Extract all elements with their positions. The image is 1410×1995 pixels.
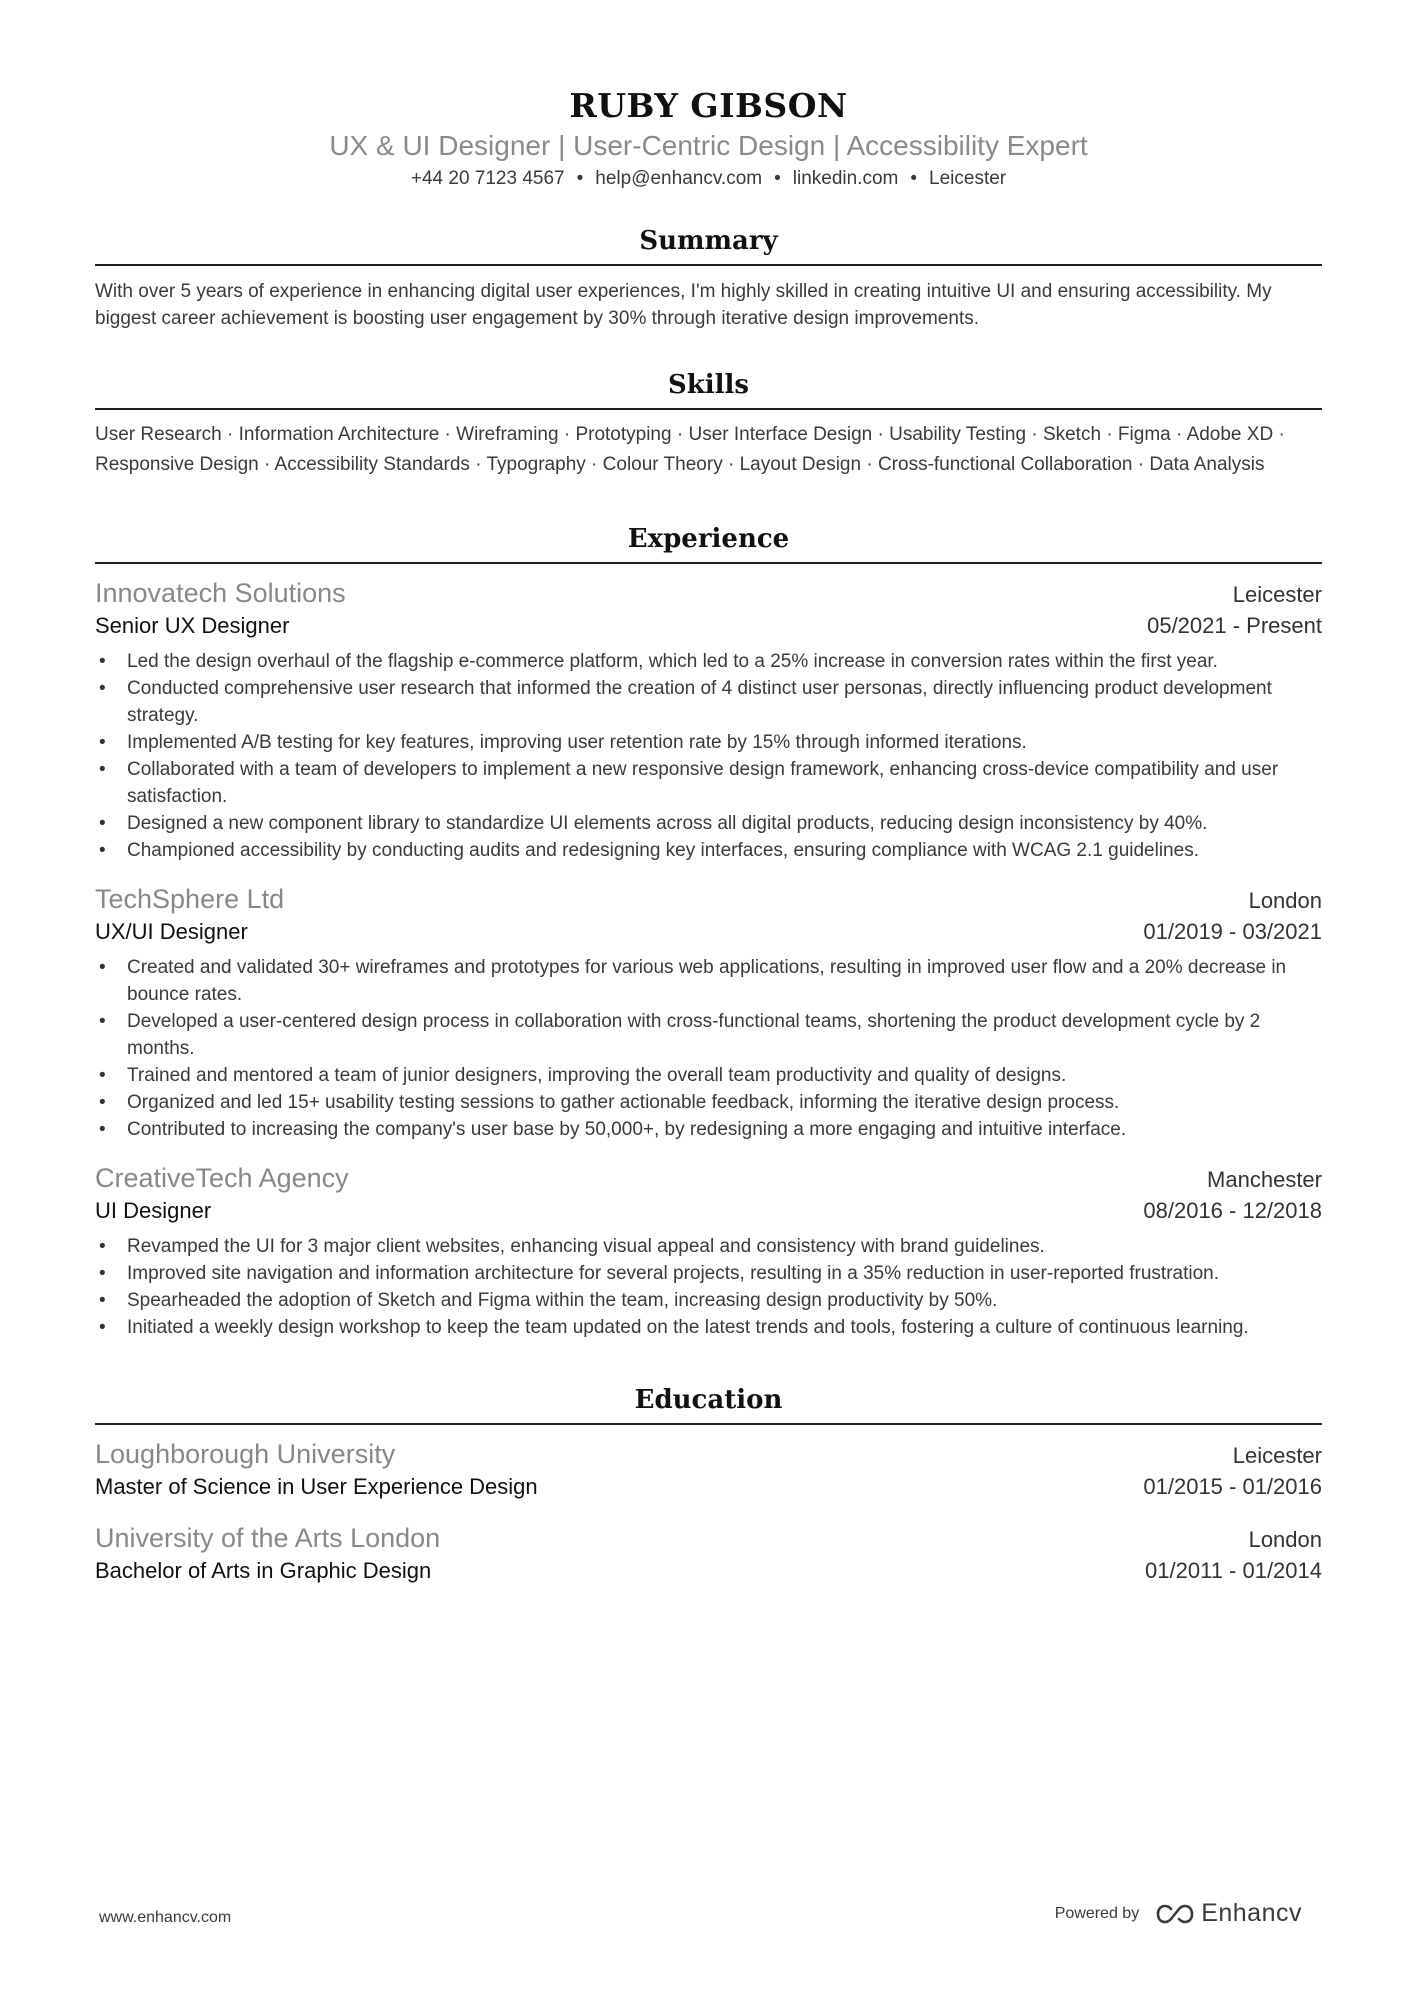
skill-separator: · [1031, 424, 1038, 445]
skills-list [95, 420, 1322, 480]
skill-item: Colour Theory [602, 454, 723, 475]
achievement-bullet: • Led the design overhaul of the flagship e-commerce platform, which led to a 25% increase in conversion rates within the first year. [95, 648, 1322, 675]
skill-separator: · [877, 424, 884, 445]
achievement-bullet: • Developed a user-centered design process in collaboration with cross-functional teams, shortening the product development cycle by 2 months. [95, 1008, 1322, 1062]
candidate-name: RUBY GIBSON [569, 86, 848, 125]
entry-header-row [95, 1161, 1322, 1195]
skill-separator: · [591, 454, 598, 475]
contact-separator: • [576, 168, 584, 189]
contact-email[interactable]: help@enhancv.com [595, 168, 763, 189]
company-name: Innovatech Solutions [95, 578, 346, 608]
powered-by-label: Powered by [1054, 1904, 1140, 1922]
entry-dates: 01/2019 - 03/2021 [1143, 919, 1322, 944]
skill-item: Prototyping [575, 424, 672, 445]
achievement-bullet: • Conducted comprehensive user research that informed the creation of 4 distinct user personas, directly influencing product development strategy. [95, 675, 1322, 729]
skill-separator: · [227, 424, 234, 445]
experience-entry [95, 576, 1322, 864]
company-name: CreativeTech Agency [95, 1163, 349, 1193]
entry-location: London [1248, 888, 1322, 913]
degree-name: Master of Science in User Experience Design [95, 1474, 538, 1499]
achievement-bullet: • Improved site navigation and information architecture for several projects, resulting in a 35% reduction in user-reported frustration. [95, 1260, 1322, 1287]
achievement-bullet: • Championed accessibility by conducting audits and redesigning key interfaces, ensuring compliance with WCAG 2.1 guidelines. [95, 837, 1322, 864]
skill-item: Figma [1117, 424, 1171, 445]
resume-header [95, 0, 1322, 192]
skill-item: Usability Testing [889, 424, 1027, 445]
job-title: UX/UI Designer [95, 919, 248, 944]
achievement-bullet: • Initiated a weekly design workshop to keep the team updated on the latest trends and tools, fostering a culture of continuous learning. [95, 1314, 1322, 1341]
skill-item: Cross-functional Collaboration [877, 454, 1133, 475]
school-name: University of the Arts London [95, 1523, 441, 1553]
skill-item: User Interface Design [688, 424, 873, 445]
skills-heading: Skills [95, 368, 1322, 410]
achievement-bullet: • Contributed to increasing the company's user base by 50,000+, by redesigning a more engaging and intuitive interface. [95, 1116, 1322, 1143]
experience-entry [95, 882, 1322, 1143]
skill-separator: · [1106, 424, 1113, 445]
skill-item: Information Architecture [238, 424, 440, 445]
enhancv-logo-icon [1155, 1903, 1195, 1925]
skill-separator: · [866, 454, 873, 475]
education-heading: Education [95, 1383, 1322, 1425]
entry-degree-row [95, 1471, 1322, 1503]
contact-line [95, 166, 1322, 192]
achievement-bullet: • Created and validated 30+ wireframes and prototypes for various web applications, resulting in improved user flow and a 20% decrease in bounce rates. [95, 954, 1322, 1008]
entry-dates: 08/2016 - 12/2018 [1143, 1198, 1322, 1223]
entry-header-row [95, 1521, 1322, 1555]
brand-name: Enhancv [1201, 1899, 1302, 1927]
entry-role-row [95, 916, 1322, 948]
achievement-bullet: • Spearheaded the adoption of Sketch and Figma within the team, increasing design productivity by 50%. [95, 1287, 1322, 1314]
skill-separator: · [727, 454, 735, 475]
achievement-bullet: • Implemented A/B testing for key features, improving user retention rate by 15% through informed iterations. [95, 729, 1322, 756]
job-title: UI Designer [95, 1198, 212, 1223]
job-title: Senior UX Designer [95, 613, 290, 638]
contact-phone: +44 20 7123 4567 [410, 168, 565, 189]
skill-item: Adobe XD [1186, 424, 1274, 445]
entry-role-row [95, 610, 1322, 642]
achievement-list [95, 954, 1322, 1143]
achievement-bullet: • Revamped the UI for 3 major client websites, enhancing visual appeal and consistency with brand guidelines. [95, 1233, 1322, 1260]
skill-item: Accessibility Standards [274, 454, 470, 475]
skill-separator: · [475, 454, 482, 475]
experience-entry [95, 1161, 1322, 1341]
summary-text: With over 5 years of experience in enhancing digital user experiences, I'm highly skilled in creating intuitive UI and ensuring accessibility. My biggest career achievement is boosting user engagement by 30% through iterative design improvements. [95, 281, 1272, 329]
education-entry [95, 1521, 1322, 1587]
footer-branding [1055, 1899, 1302, 1928]
experience-list [95, 576, 1322, 1341]
education-list [95, 1437, 1322, 1587]
entry-header-row [95, 1437, 1322, 1471]
skill-item: User Research [95, 424, 222, 445]
skill-separator: · [1176, 424, 1183, 445]
achievement-bullet: • Designed a new component library to standardize UI elements across all digital products, reducing design inconsistency by 40%. [95, 810, 1322, 837]
skill-separator: · [563, 424, 571, 445]
skill-separator: · [676, 424, 684, 445]
skill-item: Wireframing [456, 424, 559, 445]
entry-location: Leicester [1232, 582, 1322, 607]
contact-linkedin[interactable]: linkedin.com [792, 168, 899, 189]
entry-degree-row [95, 1555, 1322, 1587]
contact-location: Leicester [929, 168, 1007, 189]
achievement-bullet: • Trained and mentored a team of junior designers, improving the overall team productivity and quality of designs. [95, 1062, 1322, 1089]
skill-item: Responsive Design [95, 454, 259, 475]
skill-separator: · [444, 424, 451, 445]
candidate-title: UX & UI Designer | User-Centric Design | Accessibility Expert [329, 130, 1088, 161]
skill-item: Typography [486, 454, 586, 475]
achievement-bullet: • Collaborated with a team of developers to implement a new responsive design framework, enhancing cross-device compatibility and user satisfaction. [95, 756, 1322, 810]
achievement-list [95, 1233, 1322, 1341]
footer-website[interactable]: www.enhancv.com [99, 1909, 232, 1926]
entry-location: London [1248, 1527, 1322, 1552]
entry-location: Leicester [1232, 1443, 1322, 1468]
skill-item: Data Analysis [1149, 454, 1265, 475]
summary-heading: Summary [95, 224, 1322, 266]
entry-header-row [95, 882, 1322, 916]
resume-page [95, 0, 1322, 1587]
achievement-list [95, 648, 1322, 864]
entry-dates: 01/2015 - 01/2016 [1143, 1474, 1322, 1499]
brand-logo[interactable] [1155, 1899, 1302, 1928]
school-name: Loughborough University [95, 1439, 396, 1469]
experience-heading: Experience [95, 522, 1322, 564]
achievement-bullet: • Organized and led 15+ usability testing sessions to gather actionable feedback, informing the iterative design process. [95, 1089, 1322, 1116]
entry-dates: 01/2011 - 01/2014 [1145, 1558, 1322, 1583]
education-entry [95, 1437, 1322, 1503]
entry-location: Manchester [1207, 1167, 1322, 1192]
skill-separator: · [1137, 454, 1145, 475]
skill-item: Layout Design [739, 454, 862, 475]
skill-separator: · [1278, 424, 1285, 445]
entry-header-row [95, 576, 1322, 610]
skill-separator: · [263, 454, 271, 475]
contact-separator: • [774, 168, 781, 189]
company-name: TechSphere Ltd [95, 884, 285, 914]
entry-role-row [95, 1195, 1322, 1227]
degree-name: Bachelor of Arts in Graphic Design [95, 1558, 432, 1583]
contact-separator: • [910, 168, 918, 189]
skill-item: Sketch [1042, 424, 1102, 445]
entry-dates: 05/2021 - Present [1147, 613, 1322, 638]
